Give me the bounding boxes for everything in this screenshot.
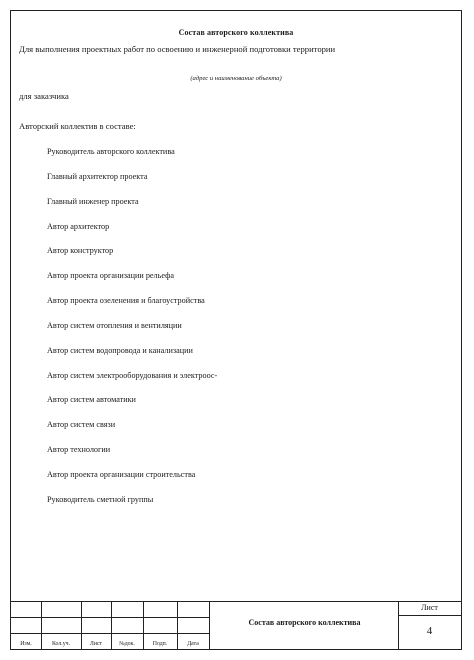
- column-label-date: Дата: [187, 641, 199, 647]
- drawing-frame: [10, 10, 462, 650]
- list-item: Руководитель авторского коллектива: [47, 147, 175, 156]
- list-item: Автор систем отопления и вентиляции: [47, 320, 182, 330]
- list-item: Автор архитектор: [47, 221, 110, 231]
- title-block: [11, 601, 461, 649]
- list-item: Автор конструктор: [47, 246, 114, 256]
- purpose-line: Для выполнения проектных работ по освоению и инженерной подготовки территории: [19, 44, 336, 54]
- list-item: Главный архитектор проекта: [47, 171, 148, 181]
- list-item: Руководитель сметной группы: [47, 494, 154, 504]
- column-label-signature: Подп.: [152, 641, 168, 647]
- list-item: Автор проекта организации рельефа: [47, 271, 175, 281]
- sheet-label: Лист: [421, 603, 438, 612]
- list-item: Автор систем автоматики: [47, 395, 136, 405]
- sheet-number: 4: [426, 625, 433, 637]
- list-item: Автор систем связи: [47, 420, 116, 430]
- column-label-change: Изм.: [20, 641, 32, 647]
- stamp-title: Состав авторского коллектива: [248, 618, 361, 627]
- team-intro: Авторский коллектив в составе:: [19, 121, 136, 131]
- column-label-quantity: Кол.уч.: [51, 641, 70, 647]
- customer-line: для заказчика: [19, 91, 69, 101]
- purpose-note: (адрес и наименование объекта): [190, 75, 282, 82]
- column-label-sheet: Лист: [89, 641, 103, 647]
- list-item: Автор проекта организации строительства: [47, 469, 196, 479]
- team-roles-list: [47, 147, 217, 520]
- document-title: Состав авторского коллектива: [178, 28, 294, 37]
- list-item: Автор проекта озеленения и благоустройства: [47, 296, 205, 306]
- column-label-doc-number: №док.: [119, 641, 135, 647]
- list-item: Главный инженер проекта: [47, 196, 139, 206]
- list-item: Автор технологии: [47, 445, 111, 455]
- list-item: Автор систем водопровода и канализации: [47, 345, 193, 355]
- list-item: Автор систем электрооборудования и электроос-: [47, 370, 218, 380]
